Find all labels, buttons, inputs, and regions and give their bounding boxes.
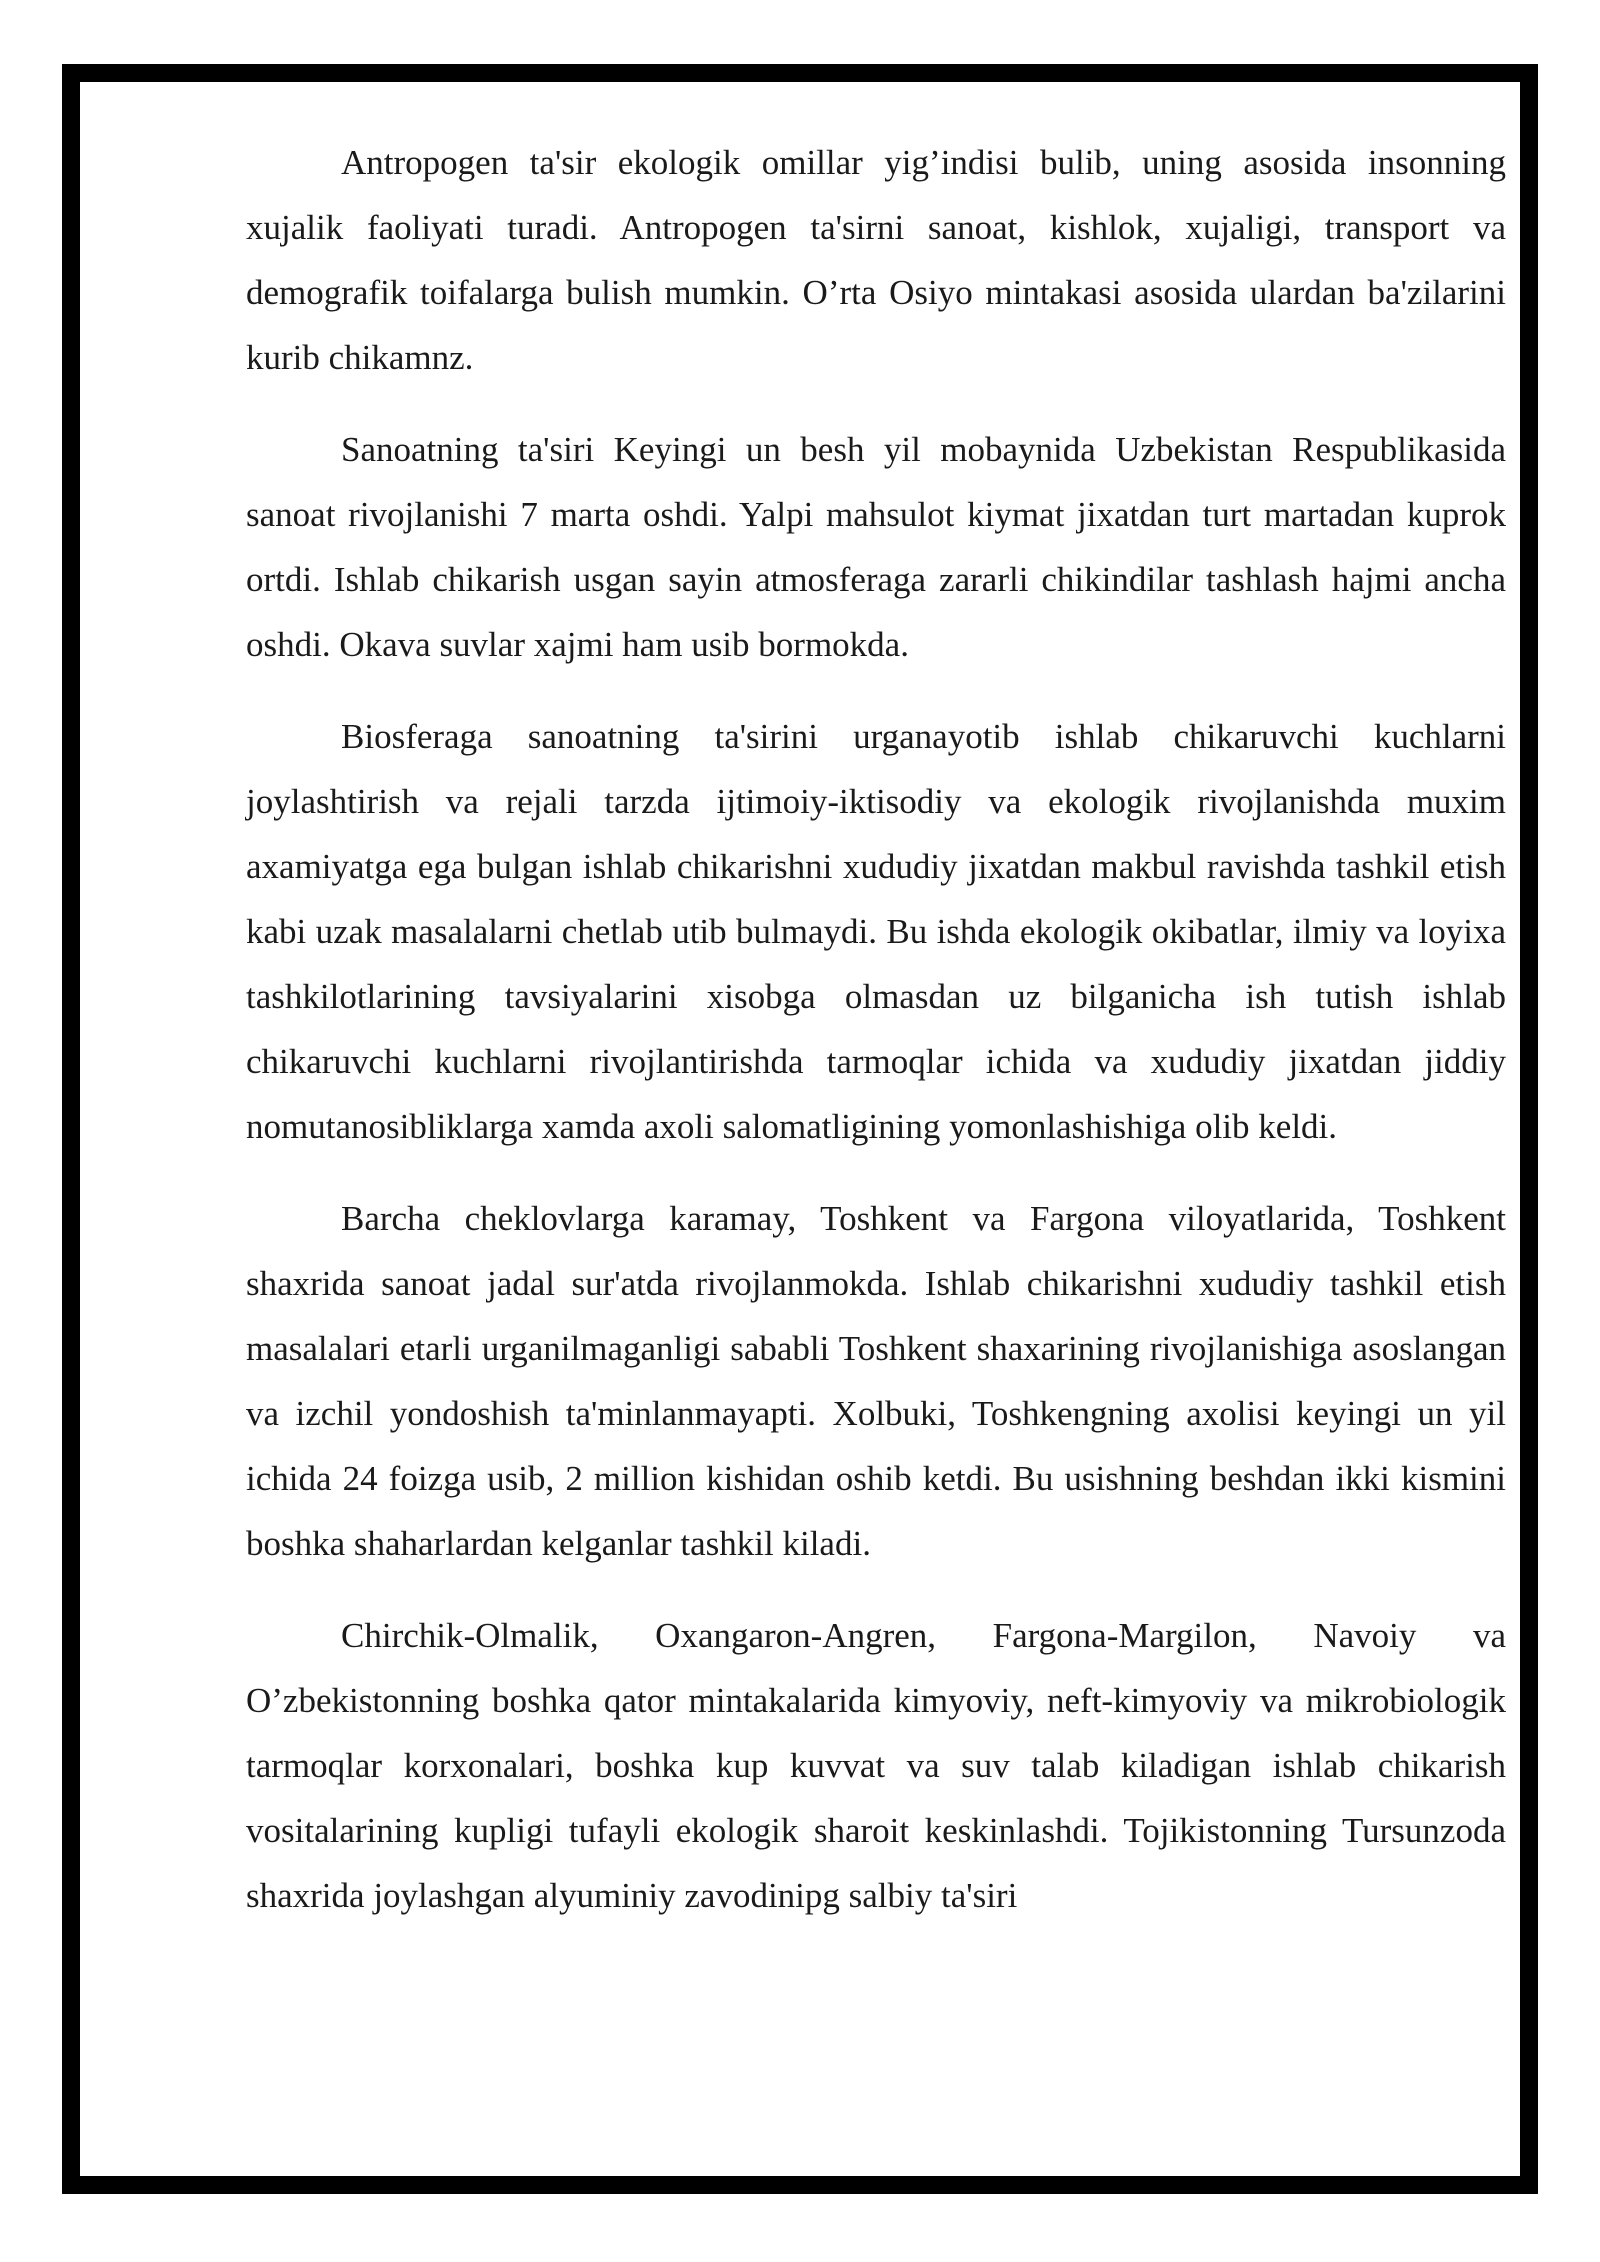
paragraph-2: Sanoatning ta'siri Keyingi un besh yil mobaynida Uzbekistan Respublikasida sanoat rivojlanishi 7 marta oshdi. Yalpi mahsulot kiymat jixatdan turt martadan kuprok ortdi. Ishlab chikarish usgan sayin atmosferaga zararli chikindilar tashlash hajmi ancha oshdi. Okava suvlar xajmi ham usib bormokda. — [246, 430, 1506, 664]
document-body — [246, 130, 1506, 1955]
paragraph-1: Antropogen ta'sir ekologik omillar yig’indisi bulib, uning asosida insonning xujalik faoliyati turadi. Antropogen ta'sirni sanoat, kishlok, xujaligi, transport va demografik toifalarga bulish mumkin. O’rta Osiyo mintakasi asosida ulardan ba'zilarini kurib chikamnz. — [246, 143, 1506, 377]
paragraph-3: Biosferaga sanoatning ta'sirini urganayotib ishlab chikaruvchi kuchlarni joylashtirish va rejali tarzda ijtimoiy-iktisodiy va ekologik rivojlanishda muxim axamiyatga ega bulgan ishlab chikarishni xududiy jixatdan makbul ravishda tashkil etish kabi uzak masalalarni chetlab utib bulmaydi. Bu ishda ekologik okibatlar, ilmiy va loyixa tashkilotlarining tavsiyalarini xisobga olmasdan uz bilganicha ish tutish ishlab chikaruvchi kuchlarni rivojlantirishda tarmoqlar ichida va xududiy jixatdan jiddiy nomutanosibliklarga xamda axoli salomatligining yomonlashishiga olib keldi. — [246, 717, 1506, 1146]
paragraph-4: Barcha cheklovlarga karamay, Toshkent va Fargona viloyatlarida, Toshkent shaxrida sanoat jadal sur'atda rivojlanmokda. Ishlab chikarishni xududiy tashkil etish masalalari etarli urganilmaganligi sababli Toshkent shaxarining rivojlanishiga asoslangan va izchil yondoshish ta'minlanmayapti. Xolbuki, Toshkengning axolisi keyingi un yil ichida 24 foizga usib, 2 million kishidan oshib ketdi. Bu usishning beshdan ikki kismini boshka shaharlardan kelganlar tashkil kiladi. — [246, 1199, 1506, 1563]
page-border — [62, 64, 1538, 2194]
paragraph-5: Chirchik-Olmalik, Oxangaron-Angren, Fargona-Margilon, Navoiy va O’zbekistonning boshka qator mintakalarida kimyoviy, neft-kimyoviy va mikrobiologik tarmoqlar korxonalari, boshka kup kuvvat va suv talab kiladigan ishlab chikarish vositalarining kupligi tufayli ekologik sharoit keskinlashdi. Tojikistonning Tursunzoda shaxrida joylashgan alyuminiy zavodinipg salbiy ta'siri — [246, 1616, 1506, 1915]
